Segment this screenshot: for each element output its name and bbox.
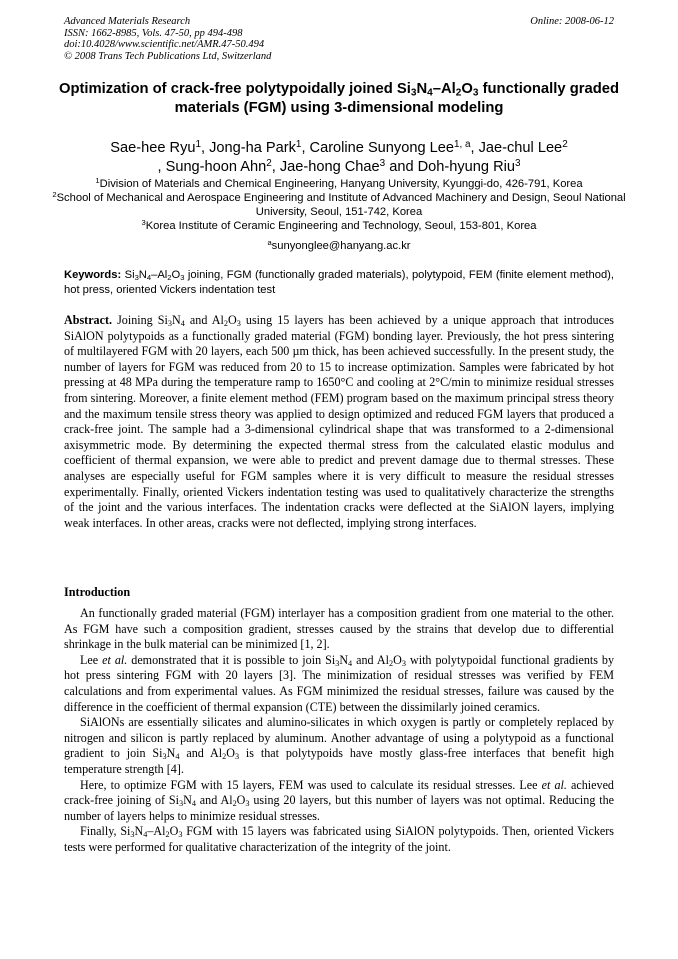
keywords-label: Keywords: bbox=[64, 269, 122, 281]
introduction-heading: Introduction bbox=[64, 585, 131, 599]
intro-paragraph-1: An functionally graded material (FGM) interlayer has a composition gradient from one material to the other. As FGM have such a composition gradient, stresses caused by the strains that develop due to differential shrinkage in the bulk material can be minimized [1, 2]. bbox=[64, 606, 614, 652]
intro-paragraph-4: Here, to optimize FGM with 15 layers, FEM was used to calculate its residual stresses. Lee et al. achieved crack-free joining of $Si_3N_4$ and $Al_2O_3$ using 20 layers, but this number of layers was not optimal. Reducing the number of layers helps to minimize residual stresses. bbox=[64, 777, 615, 823]
abstract: Abstract. Joining $Si_3N_4$ and $Al_2O_3$ using 15 layers has been achieved by a unique approach that introduces SiAlON polytypoids as a functionally graded material (FGM) bonding layer. Previously, the hot press sintering of multilayered FGM with 20 layers, each 500 µm thick, has been achieved successfully. In the present study, the number of layers for FGM was reduced from 20 to 15 to increase optimization. Samples were fabricated by hot pressing at 48 MPa during the temperature ramp to 1650°C and cooling at 2°C/min to minimize residual stresses from sintering. Moreover, a finite element method (FEM) program based on the maximum principal stress theory and the maximum tensile stress theory was applied to design optimized and reduced FGM layers that produced a crack-free joint. The sample had a 3-dimensional cylindrical shape that was transformed to a 2-dimensional axisymmetric mode. By determining the expected thermal stress from the calculated elastic modulus and coefficient of thermal expansion, we were able to predict and prevent damage due to thermal stresses. These analyses are especially useful for FGM samples where it is very difficult to measure the residual stresses experimentally. Finally, oriented Vickers indentation testing was used to qualitatively characterize the strengths of the joint and the various interfaces. The indentation cracks were deflected at the SiAlON layers, implying weak interfaces. In other areas, cracks were not deflected, implying strong interfaces. bbox=[64, 313, 615, 530]
intro-paragraph-3: SiAlONs are essentially silicates and alumino-silicates in which oxygen is partly or completely replaced by nitrogen and silicon is partly replaced by aluminum. Another advantage of using a polytypoid as a functional gradient to join $Si_3N_4$ and $Al_2O_3$ is that polytypoids have mostly glass-free interfaces that benefit high temperature strength [4]. bbox=[64, 715, 614, 776]
journal-copyright: © 2008 Trans Tech Publications Ltd, Switzerland bbox=[64, 50, 272, 62]
author-list: Sae-hee Ryu$^1$, Jong-ha Park$^1$, Caroline Sunyong Lee$^{1, a}$, Jae-chul Lee$^2$ , Sung-hoon Ahn$^2$, Jae-hong Chae$^3$ and Doh-hyung Riu$^3$ bbox=[110, 139, 568, 175]
affiliation-2: $^2$School of Mechanical and Aerospace Engineering and Institute of Advanced Machinery and Design, Seoul National University, Seoul, 151-742, Korea bbox=[52, 190, 626, 218]
paper-title: Optimization of crack-free polytypoidally joined $Si_3N_4-Al_2O_3$ functionally graded materials (FGM) using 3-dimensional modeling bbox=[58, 81, 620, 116]
intro-paragraph-2: Lee et al. demonstrated that it is possible to join $Si_3N_4$ and $Al_2O_3$ with polytypoidal functional gradients by hot press sintering FGM with 20 layers [3]. The minimization of residual stresses was verified by FEM calculations and from experimental values. As FGM minimized the residual stresses, failure was caused by the difference in the coefficient of thermal expansion (CTE) between the dissimilarly joined ceramics. bbox=[64, 652, 615, 714]
online-date: Online: 2008-06-12 bbox=[530, 16, 614, 27]
corresponding-email[interactable]: $^a$sunyonglee@hanyang.ac.kr bbox=[267, 238, 411, 252]
keywords: Keywords: $Si_3N_4-Al_2O_3$ joining, FGM (functionally graded materials), polytypoid, FEM (finite element method), hot press, oriented Vickers indentation test bbox=[64, 269, 614, 296]
journal-issn: ISSN: 1662-8985, Vols. 47-50, pp 494-498 bbox=[64, 27, 243, 39]
affiliation-3: $^3$Korea Institute of Ceramic Engineering and Technology, Seoul, 153-801, Korea bbox=[141, 218, 537, 232]
journal-doi[interactable]: doi:10.4028/www.scientific.net/AMR.47-50.494 bbox=[64, 39, 265, 51]
journal-name: Advanced Materials Research bbox=[64, 16, 191, 27]
introduction-body bbox=[64, 606, 614, 856]
journal-header bbox=[64, 16, 614, 62]
intro-paragraph-5: Finally, $Si_3N_4-Al_2O_3$ FGM with 15 layers was fabricated using SiAlON polytypoids. Then, oriented Vickers tests were performed for qualitative characterization of the integrity of the joint. bbox=[64, 824, 614, 854]
affiliation-1: $^1$Division of Materials and Chemical Engineering, Hanyang University, Kyunggi-do, 426-791, Korea bbox=[95, 176, 583, 190]
abstract-label: Abstract. bbox=[64, 313, 113, 327]
affiliation-list bbox=[40, 177, 638, 233]
